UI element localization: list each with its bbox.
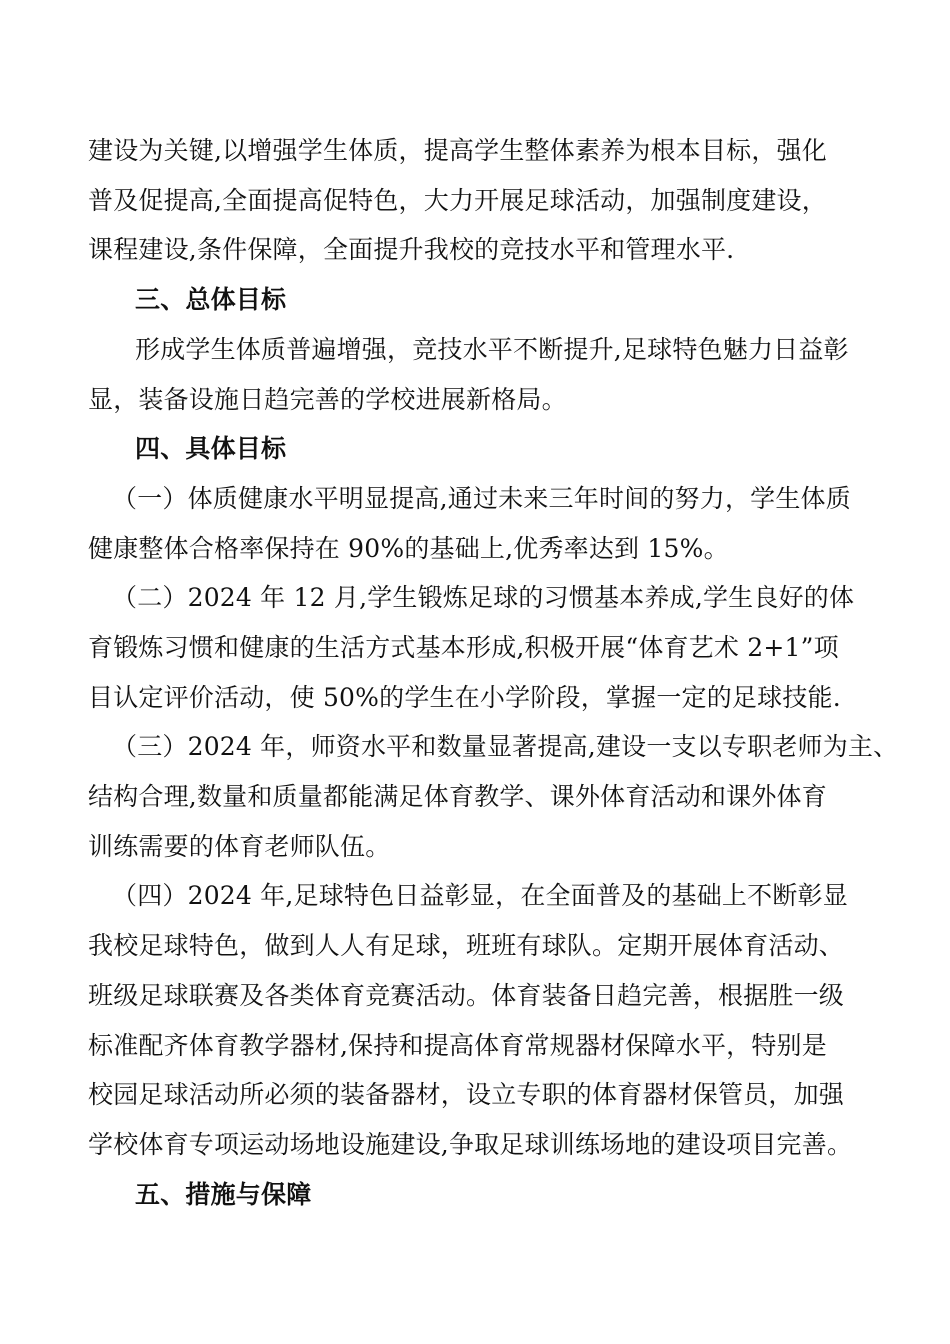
section-heading: 三、总体目标 [135,285,287,314]
body-text-line: 建设为关键,以增强学生体质，提高学生整体素养为根本目标，强化 [88,136,827,165]
body-text-line: （四）2024 年,足球特色日益彰显，在全面普及的基础上不断彰显 [112,881,848,910]
body-text-line: 我校足球特色，做到人人有足球，班班有球队。定期开展体育活动、 [88,931,845,960]
body-text-line: 目认定评价活动，使 50%的学生在小学阶段，掌握一定的足球技能. [88,683,841,712]
body-text-line: 训练需要的体育老师队伍。 [88,832,391,861]
body-text-line: 结构合理,数量和质量都能满足体育教学、课外体育活动和课外体育 [88,782,827,811]
body-text-line: 健康整体合格率保持在 90%的基础上,优秀率达到 15%。 [88,534,729,563]
body-text-line: 普及促提高,全面提高促特色，大力开展足球活动，加强制度建设， [88,186,827,215]
body-text-line: 显，装备设施日趋完善的学校进展新格局。 [88,385,567,414]
body-text-line: 班级足球联赛及各类体育竞赛活动。体育装备日趋完善，根据胜一级 [88,981,845,1010]
body-text-line: 校园足球活动所必须的装备器材，设立专职的体育器材保管员，加强 [88,1080,845,1109]
body-text-line: 标准配齐体育教学器材,保持和提高体育常规器材保障水平，特别是 [88,1031,827,1060]
section-heading: 五、措施与保障 [135,1180,312,1209]
body-text-line: 学校体育专项运动场地设施建设,争取足球训练场地的建设项目完善。 [88,1130,853,1159]
body-text-line: 形成学生体质普遍增强，竞技水平不断提升,足球特色魅力日益彰 [135,335,849,364]
body-text-line: （三）2024 年，师资水平和数量显著提高,建设一支以专职老师为主、 [112,732,899,761]
body-text-line: 育锻炼习惯和健康的生活方式基本形成,积极开展“体育艺术 2+1”项 [88,633,839,662]
body-text-line: 课程建设,条件保障，全面提升我校的竞技水平和管理水平. [88,235,735,264]
body-text-line: （二）2024 年 12 月,学生锻炼足球的习惯基本养成,学生良好的体 [112,583,855,612]
section-heading: 四、具体目标 [135,434,287,463]
body-text-line: （一）体质健康水平明显提高,通过未来三年时间的努力，学生体质 [112,484,851,513]
